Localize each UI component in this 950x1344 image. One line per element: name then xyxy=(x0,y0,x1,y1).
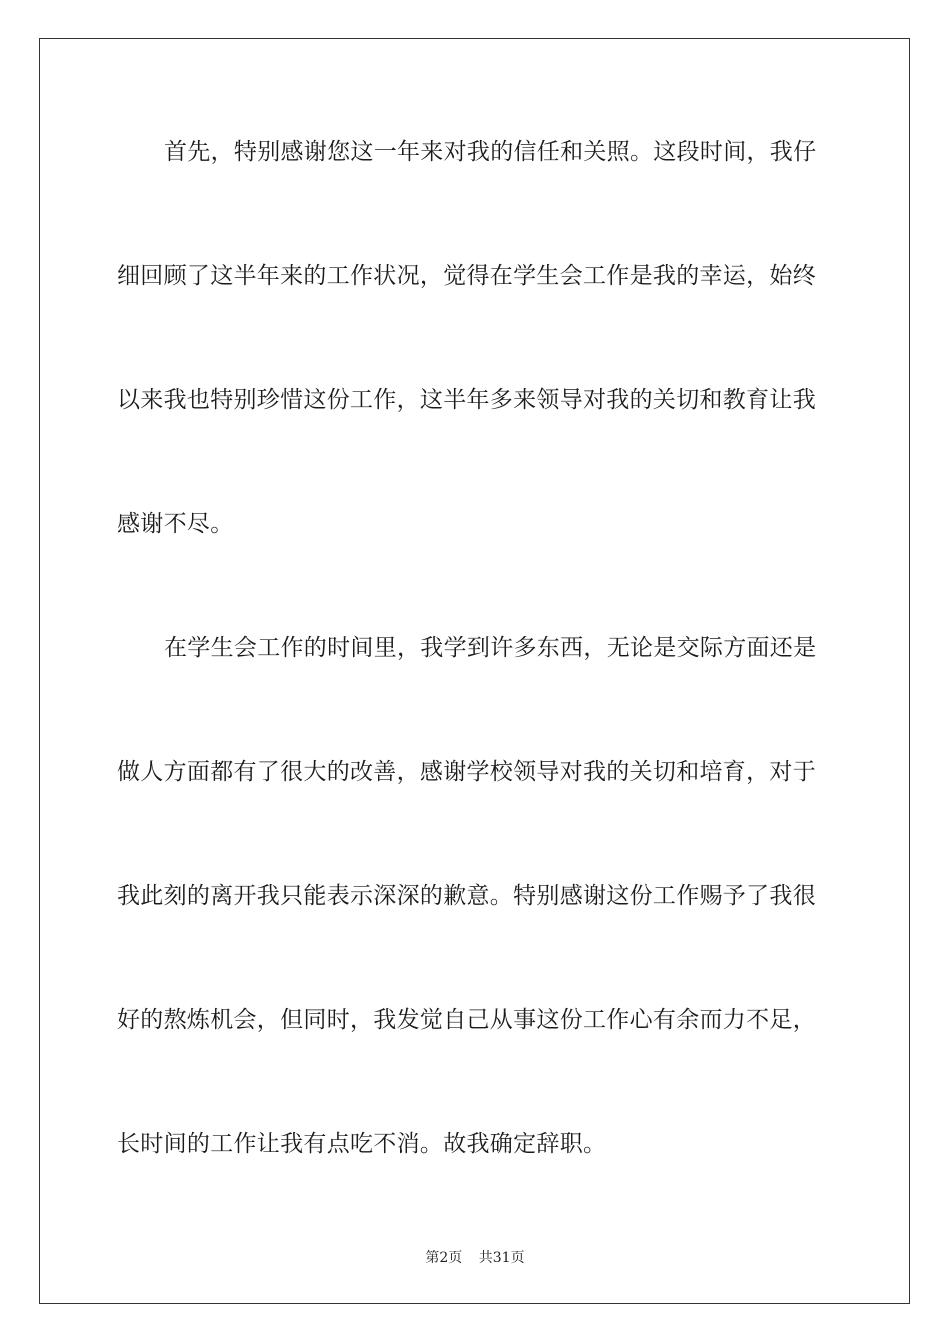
page-number: 第2页 xyxy=(425,1250,463,1266)
paragraph-2-line-2: 做人方面都有了很大的改善，感谢学校领导对我的关切和培育，对于 xyxy=(117,759,816,785)
paragraph-2-line-5: 长时间的工作让我有点吃不消。故我确定辞职。 xyxy=(117,1131,607,1157)
paragraph-2-line-4: 好的熬炼机会，但同时，我发觉自己从事这份工作心有余而力不足， xyxy=(117,1007,816,1033)
paragraph-2-line-1: 在学生会工作的时间里，我学到许多东西，无论是交际方面还是 xyxy=(164,635,817,661)
paragraph-1-line-4: 感谢不尽。 xyxy=(117,511,234,537)
paragraph-2-line-3: 我此刻的离开我只能表示深深的歉意。特别感谢这份工作赐予了我很 xyxy=(117,883,816,909)
page-border xyxy=(39,38,910,1304)
page-total: 共31页 xyxy=(478,1250,525,1266)
paragraph-1-line-2: 细回顾了这半年来的工作状况，觉得在学生会工作是我的幸运，始终 xyxy=(117,263,816,289)
page-footer xyxy=(0,1247,950,1267)
paragraph-1-line-1: 首先，特别感谢您这一年来对我的信任和关照。这段时间，我仔 xyxy=(164,139,817,165)
paragraph-1-line-3: 以来我也特别珍惜这份工作，这半年多来领导对我的关切和教育让我 xyxy=(117,387,816,413)
